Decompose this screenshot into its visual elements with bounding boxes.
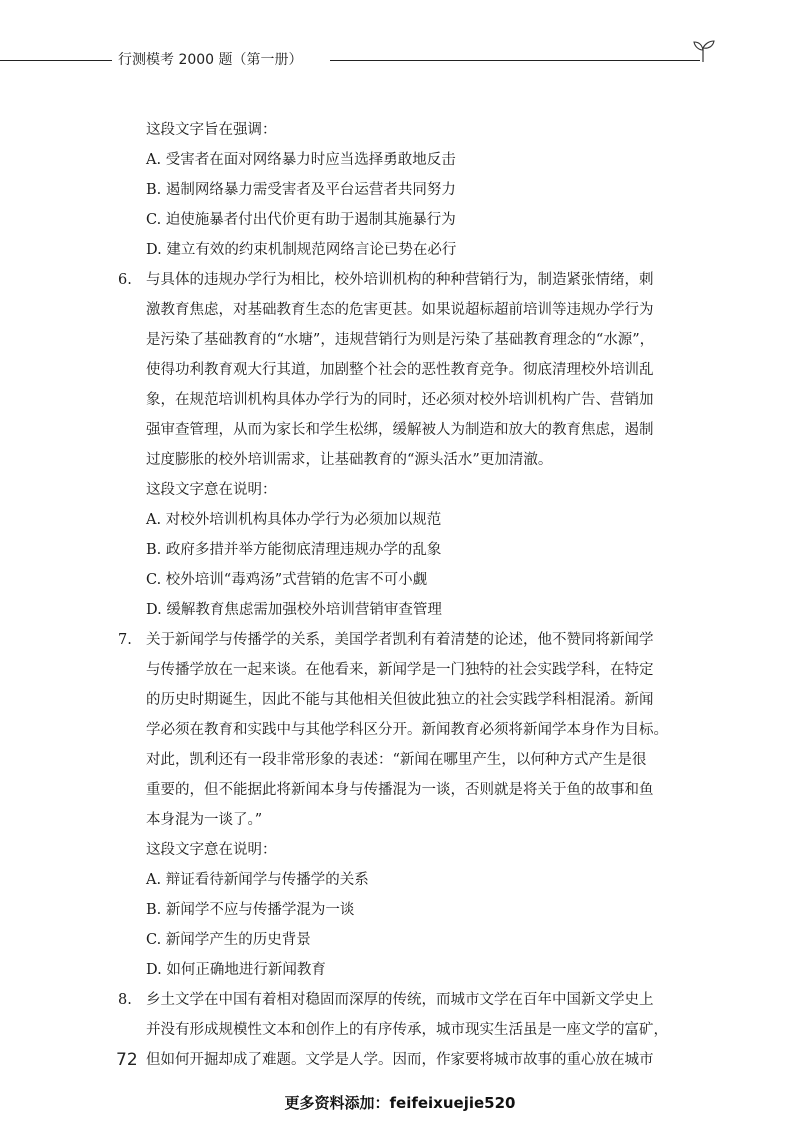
footer-note: 更多资料添加：feifeixuejie520: [284, 1094, 516, 1112]
question-passage: [118, 265, 710, 475]
passage-line: 的历史时期诞生，因此不能与其他相关但彼此独立的社会实践学科相混淆。新闻: [146, 692, 654, 708]
sprout-icon: [690, 38, 716, 64]
passage-line: 是污染了基础教育的“水塘”，违规营销行为则是污染了基础教育理念的“水源”，: [146, 332, 655, 348]
passage-line: 过度膨胀的校外培训需求，让基础教育的“源头活水”更加清澈。: [146, 452, 553, 468]
option-b: B. 新闻学不应与传播学混为一谈: [146, 902, 355, 918]
option-d: D. 建立有效的约束机制规范网络言论已势在必行: [146, 242, 457, 258]
question-stem: 这段文字旨在强调：: [146, 122, 277, 138]
question-stem: 这段文字意在说明：: [146, 842, 277, 858]
passage-line: 使得功利教育观大行其道，加剧整个社会的恶性教育竞争。彻底清理校外培训乱: [146, 362, 654, 378]
option-b: B. 遏制网络暴力需受害者及平台运营者共同努力: [146, 182, 456, 198]
option-c: C. 校外培训“毒鸡汤”式营销的危害不可小觑: [146, 572, 428, 588]
running-header: [0, 36, 800, 76]
passage-line: 象，在规范培训机构具体办学行为的同时，还必须对校外培训机构广告、营销加: [146, 392, 654, 408]
passage-line: 并没有形成规模性文本和创作上的有序传承，城市现实生活虽是一座文学的富矿，: [146, 1022, 668, 1038]
option-c: C. 新闻学产生的历史背景: [146, 932, 311, 948]
passage-line: 但如何开掘却成了难题。文学是人学。因而，作家要将城市故事的重心放在城市: [146, 1052, 654, 1068]
page-number: 72: [116, 1050, 138, 1070]
passage-line: 学必须在教育和实践中与其他学科区分开。新闻教育必须将新闻学本身作为目标。: [146, 722, 668, 738]
question-passage: [118, 985, 710, 1075]
passage-line: 重要的，但不能据此将新闻本身与传播混为一谈，否则就是将关于鱼的故事和鱼: [146, 782, 654, 798]
question-7: [118, 625, 710, 985]
question-5-tail: [118, 115, 710, 265]
question-number: 8.: [118, 992, 132, 1008]
header-rule-left: [0, 60, 112, 61]
question-number: 6.: [118, 272, 132, 288]
book-title: 行测模考 2000 题（第一册）: [118, 52, 303, 68]
option-d: D. 如何正确地进行新闻教育: [146, 962, 326, 978]
passage-line: 与传播学放在一起来谈。在他看来，新闻学是一门独特的社会实践学科，在特定: [146, 662, 654, 678]
passage-line: 强审查管理，从而为家长和学生松绑，缓解被人为制造和放大的教育焦虑，遏制: [146, 422, 654, 438]
question-stem: 这段文字意在说明：: [146, 482, 277, 498]
passage-line: 关于新闻学与传播学的关系，美国学者凯利有着清楚的论述，他不赞同将新闻学: [146, 632, 654, 648]
question-number: 7.: [118, 632, 132, 648]
passage-line: 与具体的违规办学行为相比，校外培训机构的种种营销行为，制造紧张情绪，刺: [146, 272, 654, 288]
passage-line: 乡土文学在中国有着相对稳固而深厚的传统，而城市文学在百年中国新文学史上: [146, 992, 654, 1008]
option-b: B. 政府多措并举方能彻底清理违规办学的乱象: [146, 542, 442, 558]
passage-line: 本身混为一谈了。”: [146, 812, 263, 828]
header-rule-right: [330, 60, 700, 61]
option-a: A. 受害者在面对网络暴力时应当选择勇敢地反击: [146, 152, 456, 168]
question-passage: [118, 625, 710, 835]
option-c: C. 迫使施暴者付出代价更有助于遏制其施暴行为: [146, 212, 456, 228]
option-a: A. 对校外培训机构具体办学行为必须加以规范: [146, 512, 442, 528]
question-8: [118, 985, 710, 1075]
page-content: [118, 115, 710, 1075]
passage-line: 激教育焦虑，对基础教育生态的危害更甚。如果说超标超前培训等违规办学行为: [146, 302, 654, 318]
option-d: D. 缓解教育焦虑需加强校外培训营销审查管理: [146, 602, 442, 618]
passage-line: 对此，凯利还有一段非常形象的表述：“新闻在哪里产生，以何种方式产生是很: [146, 752, 647, 768]
option-a: A. 辩证看待新闻学与传播学的关系: [146, 872, 369, 888]
question-6: [118, 265, 710, 625]
